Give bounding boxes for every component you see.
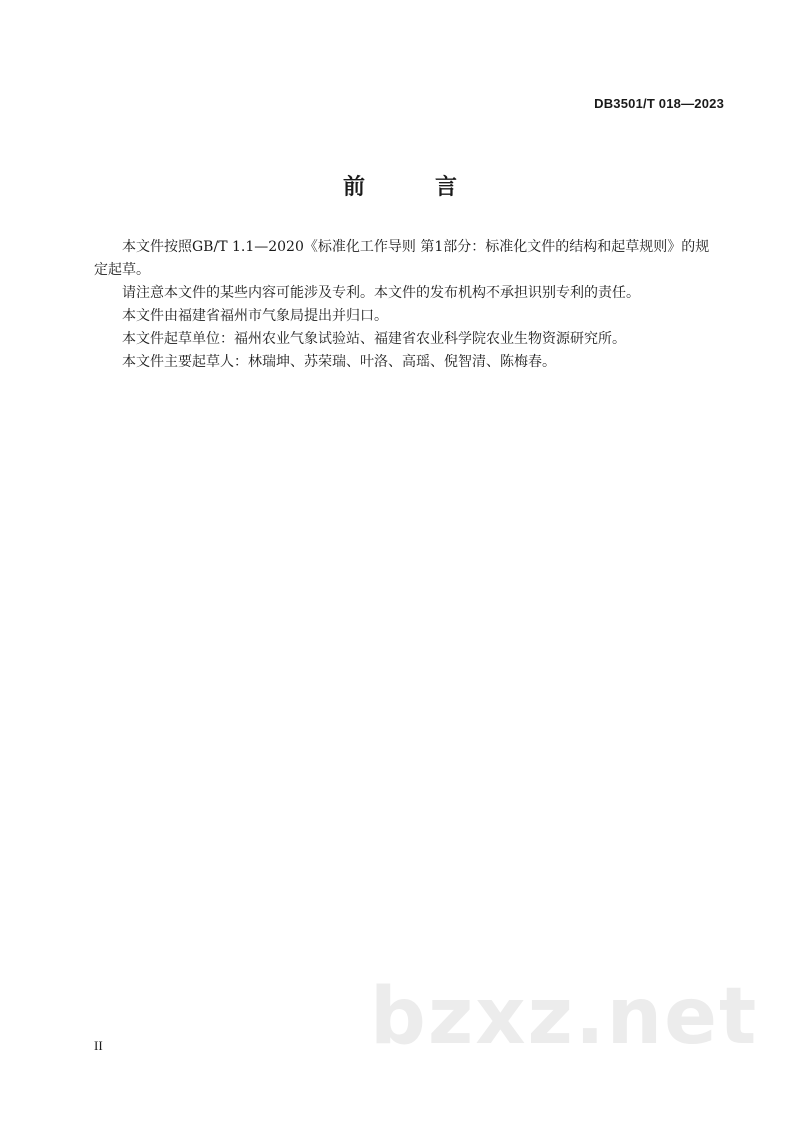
page-title: 前 言	[342, 175, 481, 200]
document-code: DB3501/T 018—2023	[594, 96, 724, 111]
page-number: II	[94, 1038, 103, 1053]
paragraph-drafting-rules: 本文件按照GB/T 1.1—2020《标准化工作导则 第1部分：标准化文件的结构和起草规则》的规定起草。	[94, 239, 710, 278]
paragraph-drafters: 本文件主要起草人：林瑞坤、苏荣瑞、叶洛、高瑶、倪智清、陈梅春。	[122, 354, 556, 370]
paragraph-patent-notice: 请注意本文件的某些内容可能涉及专利。本文件的发布机构不承担识别专利的责任。	[122, 285, 640, 301]
paragraph-proposer: 本文件由福建省福州市气象局提出并归口。	[122, 308, 388, 324]
foreword-body	[94, 236, 722, 374]
watermark: bzxz.net	[370, 972, 759, 1062]
paragraph-drafting-units: 本文件起草单位：福州农业气象试验站、福建省农业科学院农业生物资源研究所。	[122, 331, 626, 347]
